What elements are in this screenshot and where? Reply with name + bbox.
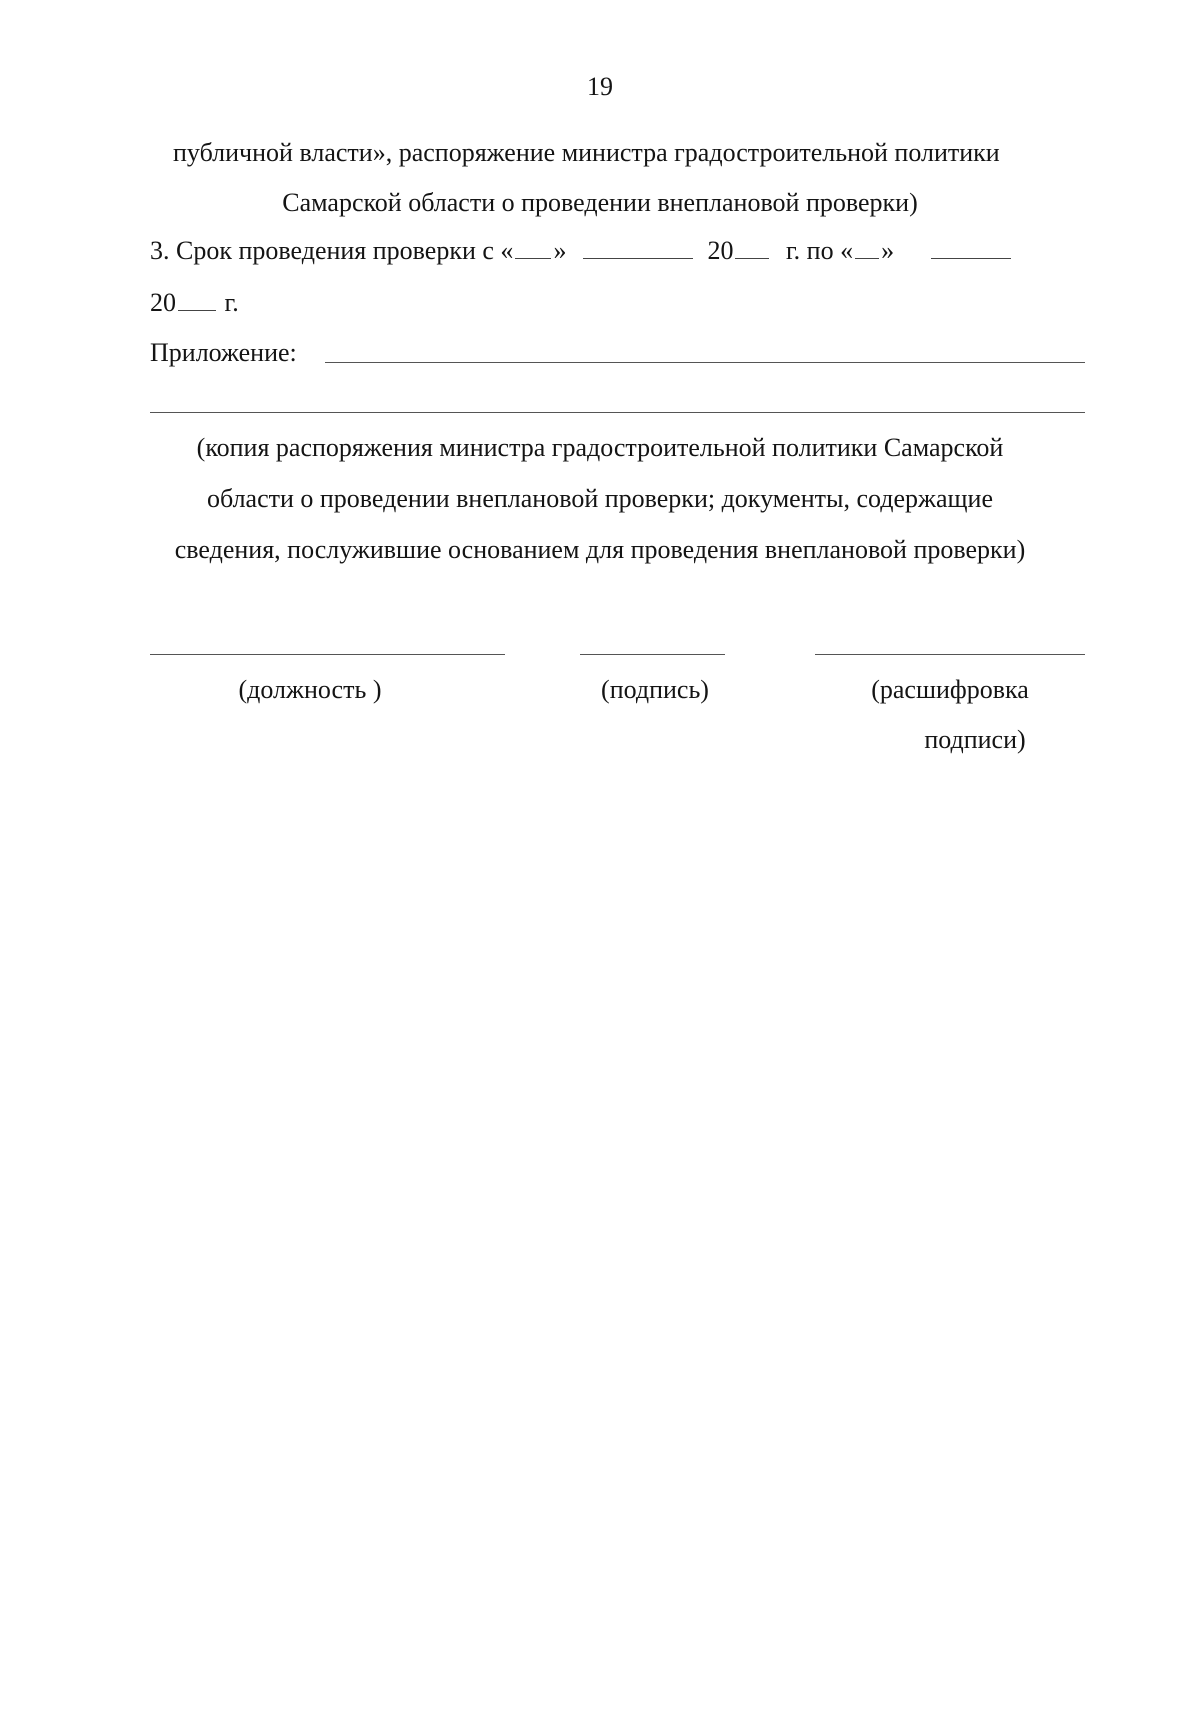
end-year-blank[interactable] xyxy=(178,290,216,311)
term-line-2 xyxy=(150,288,239,318)
decode-label-line-1: (расшифровка xyxy=(871,675,1029,704)
attachment-label: Приложение: xyxy=(150,338,297,367)
paragraph-line-1: публичной власти», распоряжение министра градостроительной политики xyxy=(173,138,1000,167)
end-year-g: г. xyxy=(224,288,239,317)
signature-label: (подпись) xyxy=(601,675,709,704)
start-day-close-quote: » xyxy=(553,236,567,265)
end-day-blank[interactable] xyxy=(855,238,879,259)
signature-sign-line[interactable] xyxy=(580,654,725,655)
end-month-blank[interactable] xyxy=(931,238,1011,259)
attachment-note-line-2: области о проведении внеплановой проверки; документы, содержащие xyxy=(206,484,994,513)
end-year-prefix: 20 xyxy=(150,288,176,317)
term-g-po: г. по « xyxy=(785,236,854,265)
position-sign-line[interactable] xyxy=(150,654,505,655)
attachment-line-2[interactable] xyxy=(150,412,1085,413)
end-day-close-quote: » xyxy=(881,236,895,265)
start-day-blank[interactable] xyxy=(515,238,551,259)
decode-label-line-2: подписи) xyxy=(924,725,1026,754)
term-line xyxy=(150,236,1013,266)
start-year-prefix: 20 xyxy=(707,236,734,265)
start-month-blank[interactable] xyxy=(583,238,693,259)
attachment-line-1[interactable] xyxy=(325,362,1085,363)
page-number: 19 xyxy=(587,72,613,101)
attachment-note-line-3: сведения, послужившие основанием для проведения внеплановой проверки) xyxy=(174,535,1026,564)
start-year-blank[interactable] xyxy=(735,238,769,259)
term-prefix: 3. Срок проведения проверки с « xyxy=(150,236,514,265)
paragraph-line-2: Самарской области о проведении внеплановой проверки) xyxy=(282,188,918,217)
decode-sign-line[interactable] xyxy=(815,654,1085,655)
attachment-note-line-1: (копия распоряжения министра градостроительной политики Самарской xyxy=(196,433,1004,462)
position-label: (должность ) xyxy=(238,675,382,704)
